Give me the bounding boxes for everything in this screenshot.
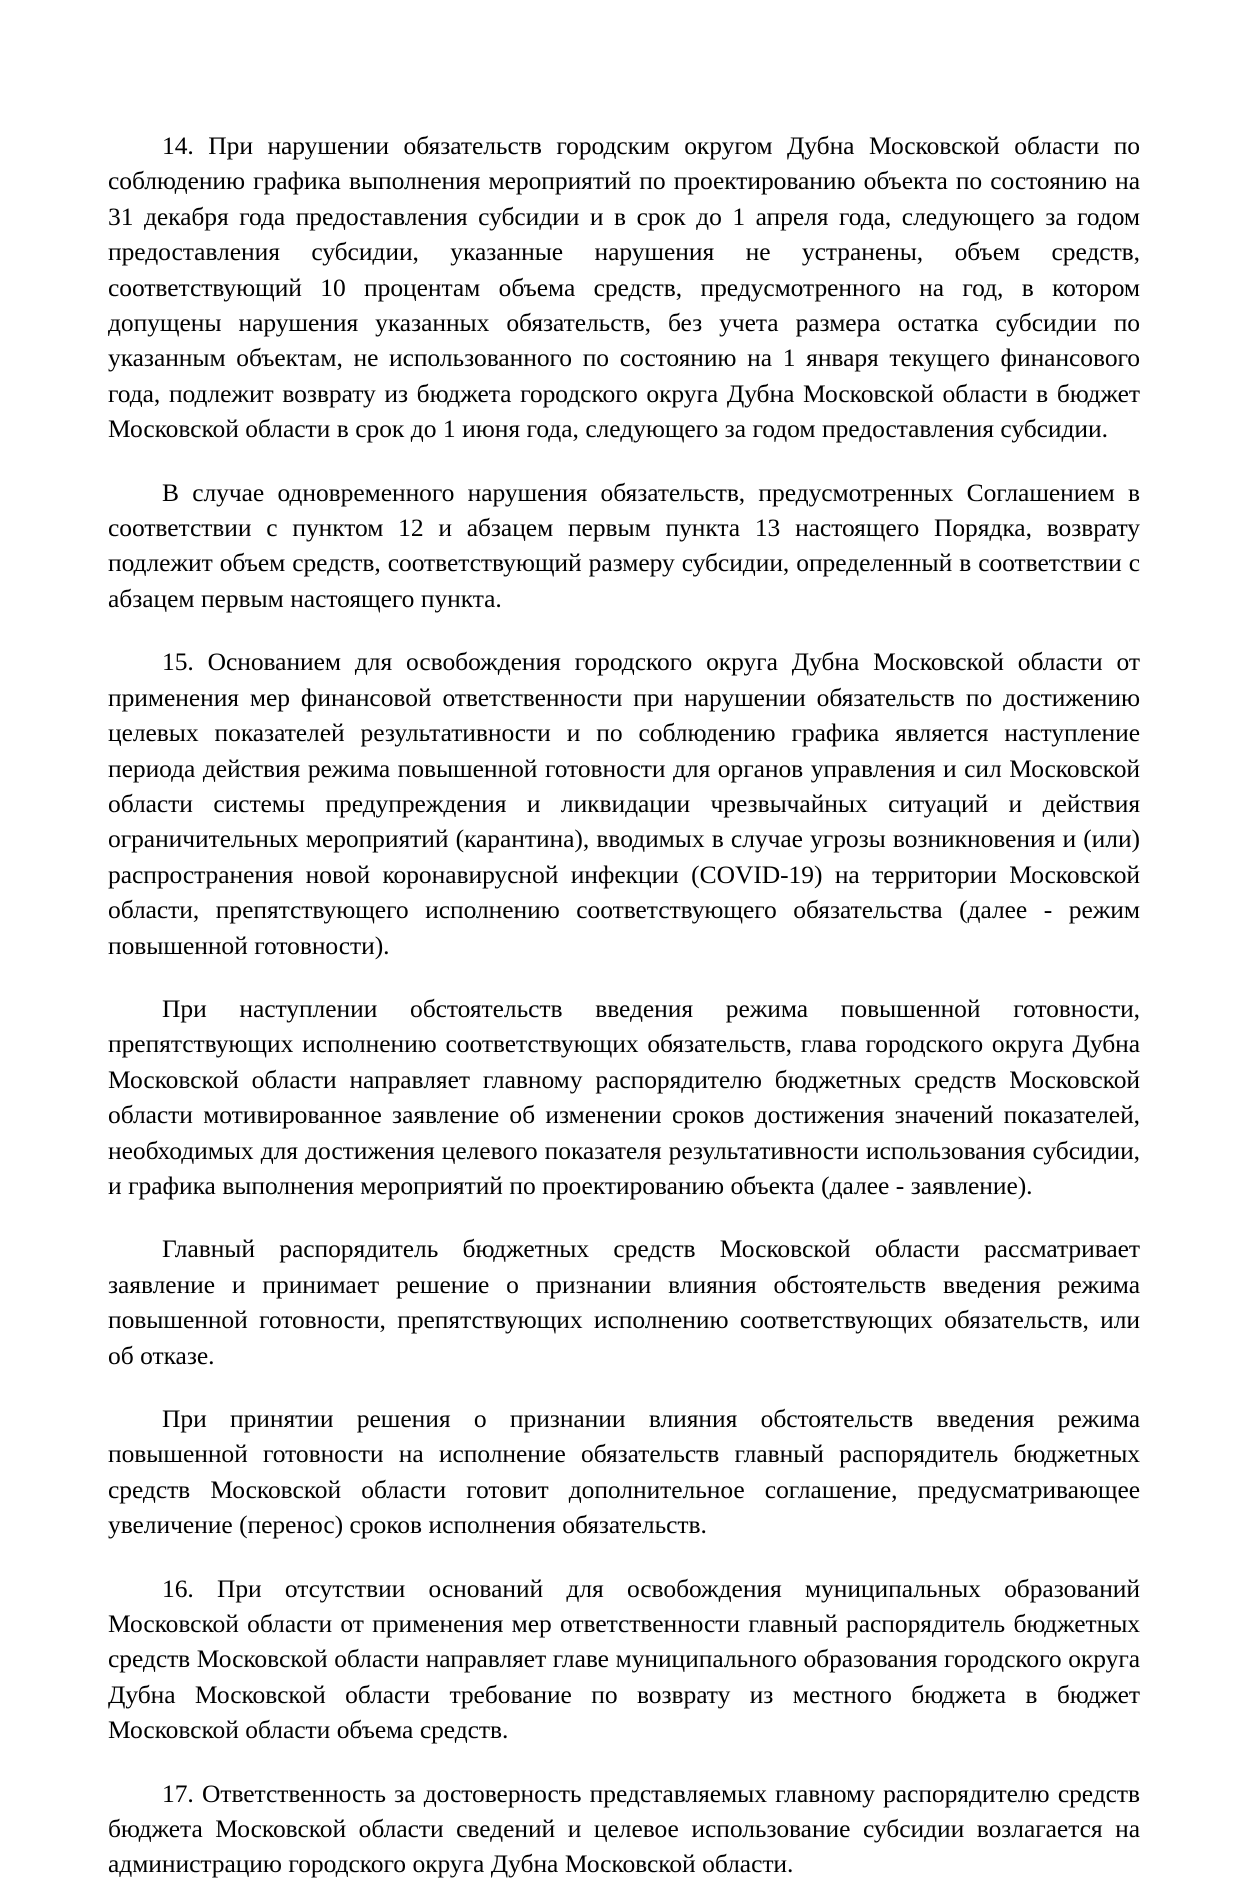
paragraph-clause-15-para-3: Главный распорядитель бюджетных средств Московской области рассматривает заявление и принимает решение о признании влияния обстоятельств введения режима повышенной готовности, препятствующих исполнению соответствующих обязательств, или об отказе. bbox=[108, 1234, 1140, 1370]
paragraph-clause-15-para-2: При наступлении обстоятельств введения режима повышенной готовности, препятствующих исполнению соответствующих обязательств, глава городского округа Дубна Московской области направляет главному распорядителю бюджетных средств Московской области мотивированное заявление об изменении сроков достижения значений показателей, необходимых для достижения целевого показателя результативности использования субсидии, и графика выполнения мероприятий по проектированию объекта (далее - заявление). bbox=[108, 993, 1140, 1200]
document-body bbox=[108, 128, 1140, 1882]
paragraph-clause-17: 17. Ответственность за достоверность представляемых главному распорядителю средств бюджета Московской области сведений и целевое использование субсидии возлагается на администрацию городского округа Дубна Московской области. bbox=[108, 1778, 1140, 1879]
paragraph-clause-16: 16. При отсутствии оснований для освобождения муниципальных образований Московской области от применения мер ответственности главный распорядитель бюджетных средств Московской области направляет главе муниципального образования городского округа Дубна Московской области требование по возврату из местного бюджета в бюджет Московской области объема средств. bbox=[108, 1573, 1140, 1745]
paragraph-clause-14: 14. При нарушении обязательств городским округом Дубна Московской области по соблюдению графика выполнения мероприятий по проектированию объекта по состоянию на 31 декабря года предоставления субсидии и в срок до 1 апреля года, следующего за годом предоставления субсидии, указанные нарушения не устранены, объем средств, соответствующий 10 процентам объема средств, предусмотренного на год, в котором допущены нарушения указанных обязательств, без учета размера остатка субсидии по указанным объектам, не использованного по состоянию на 1 января текущего финансового года, подлежит возврату из бюджета городского округа Дубна Московской области в бюджет Московской области в срок до 1 июня года, следующего за годом предоставления субсидии. bbox=[108, 131, 1140, 444]
paragraph-clause-15: 15. Основанием для освобождения городского округа Дубна Московской области от применения мер финансовой ответственности при нарушении обязательств по достижению целевых показателей результативности и по соблюдению графика является наступление периода действия режима повышенной готовности для органов управления и сил Московской области системы предупреждения и ликвидации чрезвычайных ситуаций и действия ограничительных мероприятий (карантина), вводимых в случае угрозы возникновения и (или) распространения новой коронавирусной инфекции (COVID-19) на территории Московской области, препятствующего исполнению соответствующего обязательства (далее - режим повышенной готовности). bbox=[108, 647, 1140, 960]
paragraph-clause-15-para-4: При принятии решения о признании влияния обстоятельств введения режима повышенной готовности на исполнение обязательств главный распорядитель бюджетных средств Московской области готовит дополнительное соглашение, предусматривающее увеличение (перенос) сроков исполнения обязательств. bbox=[108, 1404, 1140, 1540]
paragraph-clause-14-para-2: В случае одновременного нарушения обязательств, предусмотренных Соглашением в соответствии с пунктом 12 и абзацем первым пункта 13 настоящего Порядка, возврату подлежит объем средств, соответствующий размеру субсидии, определенный в соответствии с абзацем первым настоящего пункта. bbox=[108, 477, 1140, 613]
